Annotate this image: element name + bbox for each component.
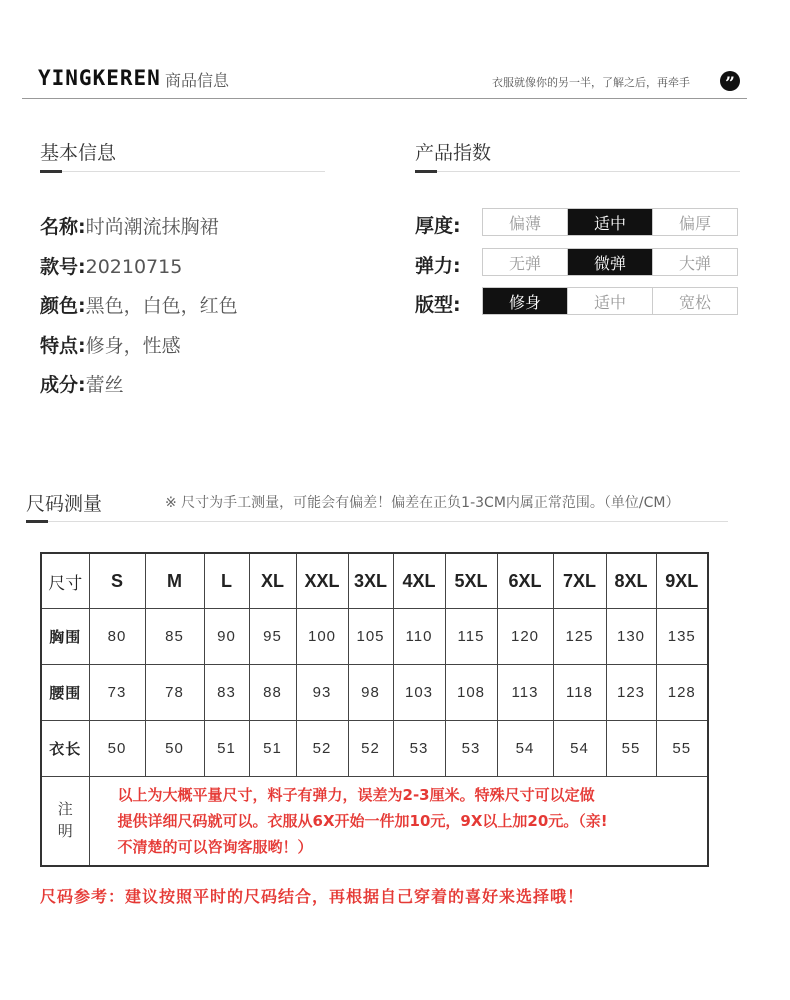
index-option: 适中	[568, 209, 653, 235]
index-label-thickness: 厚度:	[415, 215, 461, 237]
product-index-title: 产品指数	[415, 142, 492, 164]
info-value: 时尚潮流抹胸裙	[85, 216, 219, 238]
basic-info-title: 基本信息	[40, 142, 117, 164]
index-fit-scale	[482, 287, 738, 315]
index-option: 适中	[568, 288, 653, 314]
header-subtitle: 商品信息	[165, 71, 230, 90]
table-cell: 105	[348, 609, 393, 665]
info-row-features	[40, 331, 181, 358]
table-cell: 51	[249, 721, 296, 777]
header-divider	[22, 98, 747, 99]
index-option: 无弹	[483, 249, 568, 275]
size-header: M	[145, 553, 204, 609]
size-measure-title: 尺码测量	[26, 493, 103, 515]
size-header: 9XL	[656, 553, 708, 609]
index-option: 偏厚	[678, 213, 711, 233]
table-cell: 98	[348, 665, 393, 721]
size-header: 6XL	[497, 553, 553, 609]
brand-logo: YINGKEREN	[38, 66, 161, 90]
index-label-elasticity: 弹力:	[415, 255, 461, 277]
basic-info-accent	[40, 170, 62, 173]
row-label: 腰围	[41, 665, 89, 721]
info-label: 成分:	[40, 374, 86, 396]
table-cell: 54	[497, 721, 553, 777]
table-cell: 95	[249, 609, 296, 665]
header-slogan: 衣服就像你的另一半，了解之后，再牵手	[492, 76, 690, 89]
table-cell: 135	[656, 609, 708, 665]
table-cell: 73	[89, 665, 145, 721]
info-label: 名称:	[40, 216, 86, 238]
index-thickness-scale	[482, 208, 738, 236]
table-header-row	[41, 553, 708, 609]
table-cell: 55	[656, 721, 708, 777]
table-cell: 78	[145, 665, 204, 721]
info-row-name	[40, 212, 219, 239]
notes-label-cell	[41, 777, 89, 867]
index-option: 大弹	[678, 253, 711, 273]
table-cell: 100	[296, 609, 348, 665]
info-row-material	[40, 370, 124, 397]
index-option: 宽松	[678, 292, 711, 312]
table-cell: 120	[497, 609, 553, 665]
table-cell: 125	[553, 609, 606, 665]
product-index-accent	[415, 170, 437, 173]
table-header-label: 尺寸	[41, 553, 89, 609]
table-cell: 80	[89, 609, 145, 665]
quote-icon: ”	[720, 71, 740, 91]
table-cell: 115	[445, 609, 497, 665]
table-cell: 50	[145, 721, 204, 777]
notes-line: 提供详细尺码就可以。衣服从6X开始一件加10元，9X以上加20元。（亲!	[117, 812, 608, 830]
table-notes-row	[41, 777, 708, 867]
table-cell: 88	[249, 665, 296, 721]
table-row-bust	[41, 609, 708, 665]
index-option: 偏薄	[483, 209, 568, 235]
table-cell: 52	[348, 721, 393, 777]
table-cell: 55	[606, 721, 656, 777]
info-row-colors	[40, 291, 238, 318]
size-table	[40, 552, 709, 867]
row-label: 衣长	[41, 721, 89, 777]
table-cell: 113	[497, 665, 553, 721]
size-header: 5XL	[445, 553, 497, 609]
table-cell: 130	[606, 609, 656, 665]
table-cell: 53	[393, 721, 445, 777]
table-cell: 51	[204, 721, 249, 777]
info-value: 黑色，白色，红色	[85, 295, 238, 317]
info-row-style-number	[40, 252, 182, 279]
table-cell: 110	[393, 609, 445, 665]
size-header: XXL	[296, 553, 348, 609]
table-cell: 52	[296, 721, 348, 777]
table-cell: 103	[393, 665, 445, 721]
size-header: 4XL	[393, 553, 445, 609]
size-header: XL	[249, 553, 296, 609]
table-cell: 53	[445, 721, 497, 777]
table-cell: 128	[656, 665, 708, 721]
notes-label: 注	[57, 801, 73, 818]
table-cell: 83	[204, 665, 249, 721]
table-row-length	[41, 721, 708, 777]
size-header: S	[89, 553, 145, 609]
size-reference-note: 尺码参考：建议按照平时的尺码结合，再根据自己穿着的喜好来选择哦！	[40, 887, 585, 906]
info-label: 颜色:	[40, 295, 86, 317]
row-label: 胸围	[41, 609, 89, 665]
index-elasticity-scale	[482, 248, 738, 276]
table-cell: 93	[296, 665, 348, 721]
notes-label: 明	[57, 823, 73, 840]
notes-content	[89, 777, 708, 867]
table-cell: 90	[204, 609, 249, 665]
notes-line: 不清楚的可以咨询客服哟！）	[117, 838, 313, 856]
table-row-waist	[41, 665, 708, 721]
measure-note: ※ 尺寸为手工测量，可能会有偏差！偏差在正负1-3CM内属正常范围。（单位/CM）	[165, 495, 680, 511]
size-header: 8XL	[606, 553, 656, 609]
table-cell: 50	[89, 721, 145, 777]
table-cell: 54	[553, 721, 606, 777]
index-label-fit: 版型:	[415, 294, 461, 316]
info-label: 特点:	[40, 335, 86, 357]
info-value: 20210715	[85, 256, 183, 278]
size-measure-accent	[26, 520, 48, 523]
size-measure-divider	[26, 521, 728, 522]
table-cell: 85	[145, 609, 204, 665]
size-header: 7XL	[553, 553, 606, 609]
notes-line: 以上为大概平量尺寸，料子有弹力，误差为2-3厘米。特殊尺寸可以定做	[117, 786, 595, 804]
index-option: 修身	[483, 288, 568, 314]
size-header: 3XL	[348, 553, 393, 609]
product-index-divider	[415, 171, 740, 172]
info-value: 蕾丝	[85, 374, 124, 396]
info-value: 修身，性感	[85, 335, 181, 357]
table-cell: 123	[606, 665, 656, 721]
info-label: 款号:	[40, 256, 86, 278]
table-cell: 108	[445, 665, 497, 721]
size-header: L	[204, 553, 249, 609]
basic-info-divider	[40, 171, 325, 172]
table-cell: 118	[553, 665, 606, 721]
index-option: 微弹	[568, 249, 653, 275]
